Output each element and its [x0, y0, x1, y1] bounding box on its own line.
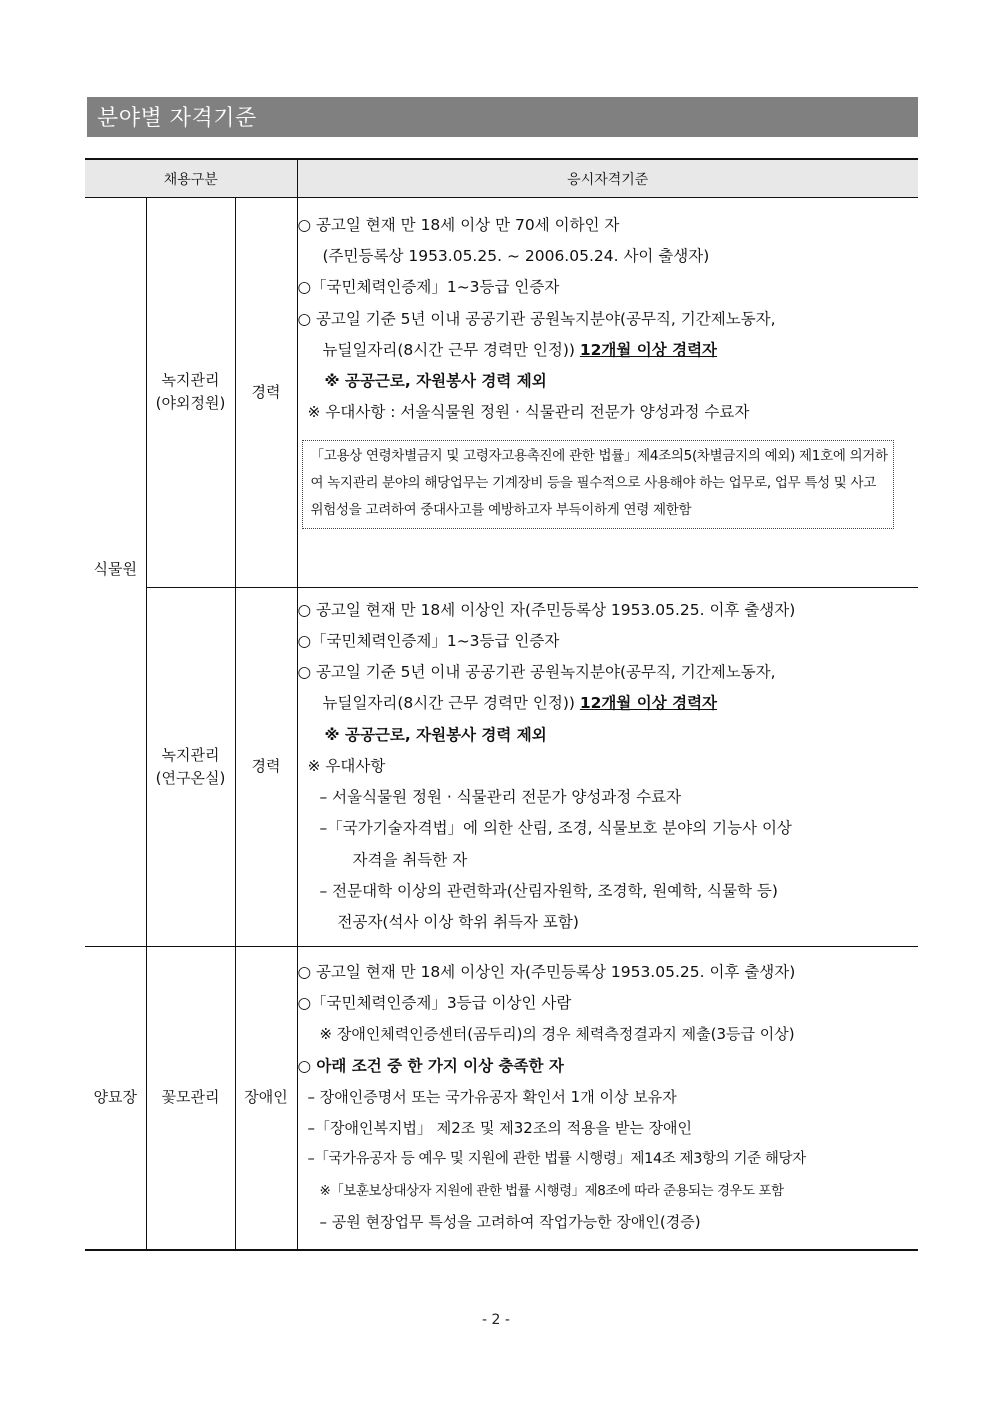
field-label-line1: 녹지관리 — [161, 745, 220, 764]
criteria-line: ○ 공고일 현재 만 18세 이상인 자(주민등록상 1953.05.25. 이후 출생자) — [297, 600, 796, 619]
site-cell-botanical-garden — [85, 198, 146, 588]
criteria-line: ※ 우대사항 : 서울식물원 정원 · 식물관리 전문가 양성과정 수료자 — [307, 403, 750, 422]
criteria-line: ○ 공고일 기준 5년 이내 공공기관 공원녹지분야(공무직, 기간제노동자, — [297, 309, 776, 328]
criteria-line: ○ 공고일 현재 만 18세 이상 만 70세 이하인 자 — [297, 216, 620, 234]
criteria-line: 전공자(석사 이상 학위 취득자 포함) — [337, 912, 579, 931]
criteria-line: ※ 장애인체력인증센터(곰두리)의 경우 체력측정결과지 제출(3등급 이상) — [319, 1025, 795, 1044]
field-cell — [146, 198, 235, 588]
field-label-line1: 녹지관리 — [161, 371, 220, 390]
type-cell — [235, 946, 297, 1250]
site-label: 양묘장 — [93, 1088, 137, 1106]
criteria-line: –「국가기술자격법」에 의한 산림, 조경, 식물보호 분야의 기능사 이상 — [319, 819, 792, 838]
qualification-table — [85, 158, 918, 1251]
field-label: 꽃모관리 — [161, 1088, 220, 1106]
type-cell — [235, 198, 297, 588]
criteria-line: – 공원 현장업무 특성을 고려하여 작업가능한 장애인(경증) — [319, 1212, 701, 1231]
criteria-line: (주민등록상 1953.05.25. ~ 2006.05.24. 사이 출생자) — [322, 247, 710, 266]
criteria-line: 자격을 취득한 자 — [352, 850, 468, 869]
criteria-line: – 전문대학 이상의 관련학과(산림자원학, 조경학, 원예학, 식물학 등) — [319, 881, 778, 900]
section-title: 분야별 자격기준 — [97, 106, 257, 131]
site-label: 식물원 — [93, 560, 137, 578]
criteria-line — [298, 688, 919, 719]
site-cell-empty — [85, 587, 146, 946]
criteria-line — [298, 335, 919, 366]
criteria-line: –「국가유공자 등 예우 및 지원에 관한 법률 시행령」제14조 제3항의 기준 해당자 — [307, 1151, 806, 1168]
criteria-line: ○ 아래 조건 중 한 가지 이상 충족한 자 — [297, 1056, 564, 1075]
header-criteria: 응시자격기준 — [297, 159, 918, 198]
criteria-line: ○「국민체력인증제」3등급 이상인 사람 — [297, 994, 572, 1013]
criteria-line: – 장애인증명서 또는 국가유공자 확인서 1개 이상 보유자 — [307, 1087, 677, 1106]
criteria-cell — [297, 587, 918, 946]
type-cell — [235, 587, 297, 946]
table-header-row — [85, 159, 918, 198]
field-cell — [146, 946, 235, 1250]
header-category: 채용구분 — [85, 159, 297, 198]
criteria-line: ※ 공공근로, 자원봉사 경력 제외 — [324, 372, 547, 391]
criteria-text: 뉴딜일자리(8시간 근무 경력만 인정)) — [322, 694, 575, 713]
field-label-line2: (연구온실) — [155, 768, 226, 787]
site-cell-nursery — [85, 946, 146, 1250]
emphasis-text: 12개월 이상 경력자 — [579, 340, 718, 359]
criteria-cell — [297, 198, 918, 588]
criteria-line: ※ 공공근로, 자원봉사 경력 제외 — [324, 725, 547, 744]
field-label-line2: (야외정원) — [155, 394, 226, 413]
page-number: - 2 - — [482, 1312, 510, 1328]
section-title-bar — [87, 97, 918, 137]
criteria-line: – 서울식물원 정원 · 식물관리 전문가 양성과정 수료자 — [319, 788, 682, 807]
criteria-line: ○ 공고일 기준 5년 이내 공공기관 공원녹지분야(공무직, 기간제노동자, — [297, 663, 776, 682]
criteria-text: 뉴딜일자리(8시간 근무 경력만 인정)) — [322, 340, 575, 359]
criteria-line: –「장애인복지법」 제2조 및 제32조의 적용을 받는 장애인 — [307, 1119, 693, 1138]
criteria-line: ○ 공고일 현재 만 18세 이상인 자(주민등록상 1953.05.25. 이후 출생자) — [297, 963, 796, 982]
table-row — [85, 946, 918, 1250]
criteria-line: ※ 우대사항 — [307, 756, 386, 775]
type-label: 장애인 — [244, 1088, 288, 1106]
type-label: 경력 — [251, 757, 281, 775]
field-cell — [146, 587, 235, 946]
criteria-cell — [297, 946, 918, 1250]
criteria-line: ○「국민체력인증제」1~3등급 인증자 — [297, 278, 560, 297]
type-label: 경력 — [251, 382, 281, 401]
criteria-line: ※「보훈보상대상자 지원에 관한 법률 시행령」제8조에 따라 준용되는 경우도 포함 — [319, 1182, 784, 1199]
table-row — [85, 587, 918, 946]
table-row — [85, 198, 918, 588]
criteria-line: ○「국민체력인증제」1~3등급 인증자 — [297, 632, 560, 651]
legal-note-box: 「고용상 연령차별금지 및 고령자고용촉진에 관한 법률」제4조의5(차별금지의 예외) 제1호에 의거하여 녹지관리 분야의 해당업무는 기계장비 등을 필수적으로 사용해야 하는 업무로, 업무 특성 및 사고 위험성을 고려하여 중대사고를 예방하고자 부득이하게 연령 제한함 — [302, 440, 894, 529]
emphasis-text: 12개월 이상 경력자 — [579, 694, 718, 713]
